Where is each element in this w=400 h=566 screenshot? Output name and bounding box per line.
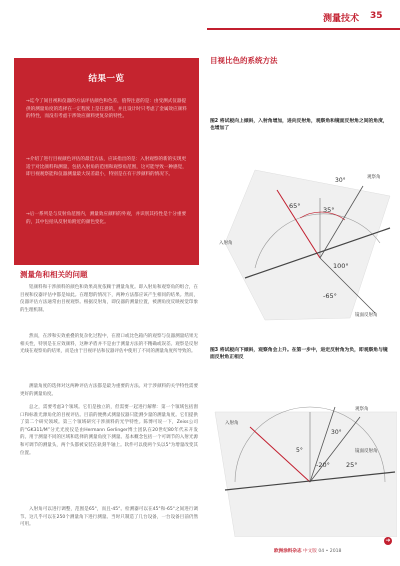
paragraph-5: 入射角可以进行调整，范围是65°，而且-45°。检测器可以在45°和-65°之间进行调节。这几乎可以在250个测量角下进行测量。当时只制造了几台设备，一台设备目前仍然可用。 — [20, 507, 198, 528]
fig2-label-inc: 入射角 — [219, 241, 233, 246]
section-title-method: 目视比色的系统方法 — [210, 56, 278, 65]
fig2-label-spec: 镜面反射角 — [355, 313, 378, 318]
page-number: 35 — [370, 11, 383, 21]
fig2-background — [225, 170, 390, 320]
paragraph-4: 总之，需要考虑3个领域。它们是独立的，但需要一起进行解释：第一个领域包括窗口和标准光源角化的目视评估。目前的便携式测量仪器只能测少量的测量角度。它们提供了第二个研究领域。第三个领域研究干涉颜料的光学特性。陈博可说一下，Zeiss公司的“GK311/M”分光光度仪是由Hermann Gerlinger博士团队在20世纪80年代末开发的。用于测量不同的区域和选择的测量角度下测量。基本概念包括一个可调节的入射光源和可调节的测量头，两个头都被安装在轨刻半轴上。软件可以使两个头以5°为增量改变其位置。 — [20, 405, 198, 456]
fig3-label-inc: 入射角 — [225, 421, 239, 426]
footer-issue: 04 • 2018 — [318, 549, 342, 554]
fig2-label-a35: 35° — [323, 206, 335, 214]
header-title: 测量技术 — [323, 14, 360, 24]
figure2-diagram — [205, 148, 397, 323]
fig3-label-a5: 5° — [296, 447, 303, 454]
summary-point-1: →迄今了间目视和仪器的方法评估颜色和色差，值得注意的是：由受测式仪器提供的测量角度的选择在一定程度上是任意的，并且设计时只考虑了金属效应颜料的特性，而没有考虑干涉效应颜料更复杂的特性。 — [26, 99, 187, 120]
summary-title: 结果一览 — [88, 74, 125, 84]
fig2-label-obs: 观察角 — [367, 175, 381, 180]
summary-box — [14, 58, 199, 265]
paragraph-1: 铝颜料和干涉颜料的颜色和效果高度依赖于测量角度。即入射角和观察角的组合，在目视和仪器评估中都是如此。在理想的情况下，两种方法都应该产生相同的结果。然而，仪器评估方法通常由目视观察。根据反射角，即仪器的测量位置，被测角度反映视觉印象的生理机制。 — [20, 285, 198, 313]
footer — [274, 548, 341, 554]
fig3-label-obs: 观察角 — [355, 407, 369, 412]
fig2-label-a100: 100° — [333, 262, 349, 270]
figure3-caption: 图3 将试板向下倾斜，观察角会上升。在第一步中，进定反射角为负，即观察角与镜面反射角正相反 — [210, 348, 388, 361]
footer-brand: 欧洲涂料杂志 — [274, 549, 302, 554]
fig2-label-a30: 30° — [335, 177, 346, 184]
figure2-caption: 图2 将试板向上倾斜，入射角增加，进向反射角，观察角和镜面反射角之间的角度，也增加了 — [210, 119, 388, 132]
header-divider — [207, 28, 400, 30]
section-title-measure: 测量角和相关的问题 — [20, 270, 88, 279]
summary-point-2: →介绍了进行目视颜色评估的最佳方法，应该指出的是：入射观察的新的实现更适于对比颜料和测量，包括入射角的范围和观察角范围，这可能导致一种感觉，即目视观察能和仪器测量最大误差最小，特别是在有干涉颜料的情况下。 — [26, 157, 187, 178]
fig2-label-am65: -65° — [323, 292, 337, 300]
fig3-label-a25: 25° — [346, 461, 358, 469]
figure3-diagram — [205, 372, 397, 537]
summary-point-3: →后一系列是与反射角范围内，测量效应颜料的外观，并识别其持性是十分重要的，其中包括从反射角附近的颜色变化。 — [26, 212, 187, 225]
fig3-label-spec: 镜面反射角 — [355, 449, 378, 454]
paragraph-3: 测量角度的选择对这两种评估方法都是最为重要的方法。对于涉颜料的关学特性需要更好的测量角度。 — [20, 384, 198, 397]
paragraph-2: 然而，在涉和实效重叠的复杂化过程中，在窗口或比色箱内的观察与仪器测量结果无相关性，特别是在应效颜料，这种矛盾并不是由于测量方法的不精确或误差。观察是反射光线在观察角的结果，而是由于目视评估和仪器评估中使用了不同的测量角度所导致的。 — [20, 334, 198, 355]
fig3-label-am20: -20° — [316, 461, 330, 469]
fig3-label-a30: 30° — [331, 429, 342, 436]
next-page-icon[interactable]: ➜ — [385, 537, 391, 544]
footer-edition: 中文版 — [303, 549, 317, 554]
fig2-label-a65: 65° — [289, 202, 301, 210]
